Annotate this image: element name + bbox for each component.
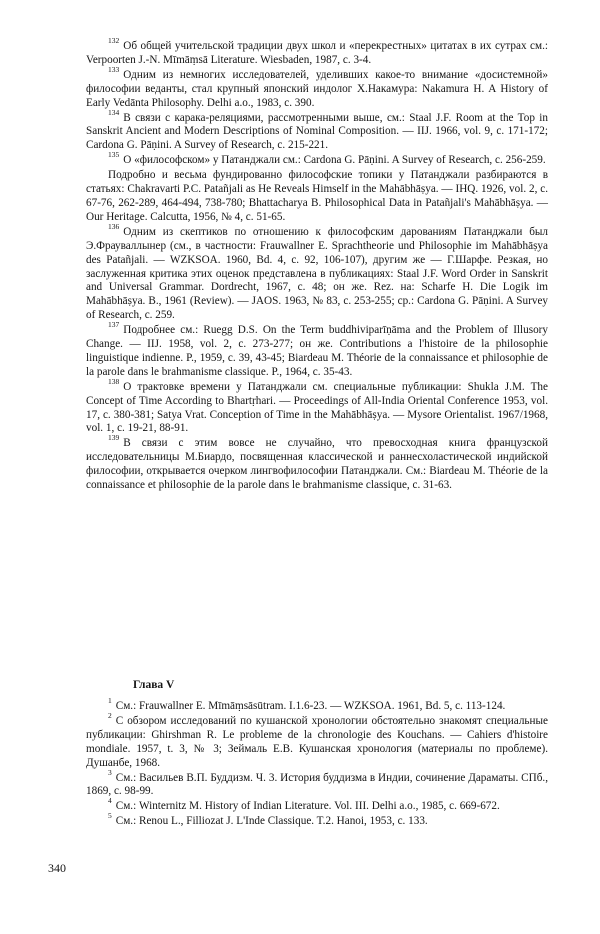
footnote-number: 135 xyxy=(108,150,120,160)
footnote-text: О «философском» у Патанджали см.: Cardona G. Pāṇini. A Survey of Research, с. 256-259. xyxy=(123,154,546,167)
chapter-notes-block xyxy=(86,696,548,829)
footnote-number: 3 xyxy=(108,767,112,777)
footnote-number: 138 xyxy=(108,376,120,386)
footnote-139 xyxy=(86,433,548,493)
footnote-134 xyxy=(86,107,548,154)
footnote-135 xyxy=(86,150,548,168)
footnote-text: Об общей учительской традиции двух школ и «перекрестных» цитатах в их сутрах см.: Verpoorten J.-N. Mīmāṃsā Literature. Wiesbaden, 1987, с. 3-4. xyxy=(86,40,548,66)
page-number: 340 xyxy=(48,861,66,875)
chapter-note-3 xyxy=(86,767,548,800)
footnote-number: 132 xyxy=(108,36,120,45)
footnote-text: Одним из скептиков по отношению к философским дарованиям Патанджали был Э.Фрауваллынер (см., в частности: Frauwallner E. Sprachtheorie und Philosophie im Mahābhāṣya des Patañjali. — WZKSOA. 1960, Bd. 4, с. 92, 106-107), другим же — Г.Шарфе. Резкая, но заслуженная критика этих оценок представлена в публикациях: Staal J.F. Word Order in Sanskrit and Universal Grammar. Dordrecht, 1967, с. 48; он же. Rez. на: Scharfe H. Die Logik im Mahābhāṣya. B., 1961 (Review). — JAOS. 1963, № 83, с. 253-255; ср.: Cardona G. Pāṇini. A Survey of Research, с. 259. xyxy=(86,225,548,322)
footnote-number: 134 xyxy=(108,107,120,117)
chapter-note-1 xyxy=(86,696,548,714)
footnote-132 xyxy=(86,36,548,68)
footnote-number: 139 xyxy=(108,433,120,443)
footnote-text: См.: Winternitz M. History of Indian Literature. Vol. III. Delhi a.o., 1985, с. 669-672. xyxy=(115,800,500,813)
footnote-135-continuation xyxy=(86,169,548,225)
footnote-text: В связи с этим вовсе не случайно, что превосходная книга французской исследовательницы М.Биардо, посвященная классической и раннесхоластической индийской философии, открывается очерком лингвофилософии Патанджали. См.: Biardeau M. Théorie de la connaissance et philosophie de la parole dans le brahmanisme classique, с. 31-63. xyxy=(86,437,548,492)
footnote-text: О трактовке времени у Патанджали см. специальные публикации: Shukla J.M. The Concept of Time According to Bhartṛhari. — Proceedings of All-India Oriental Conference 1953, vol. 17, с. 380-381; Satya Vrat. Conception of Time in the Mahābhāṣya. — Mysore Orientalist. 1967/1968, vol. 1, с. 19-21, 88-91. xyxy=(86,380,548,435)
footnote-number: 1 xyxy=(108,696,112,705)
footnote-text: В связи с карака-реляциями, рассмотренными выше, см.: Staal J.F. Room at the Top in Sanskrit Ancient and Modern Descriptions of Nominal Composition. — IIJ. 1966, vol. 9, с. 171-172; Cardona G. Pāṇini. A Survey of Research, с. 215-221. xyxy=(86,111,548,152)
footnote-text: С обзором исследований по кушанской хронологии обстоятельно знакомят специальные публикации: Ghirshman R. Le probleme de la chronologie des Kouchans. — Cahiers d'histoire mondiale. 1957, t. 3, № 3; Зеймаль Е.В. Кушанская хронология (материалы по проблеме). Душанбе, 1968. xyxy=(86,714,548,769)
chapter-title: Глава V xyxy=(133,679,175,691)
chapter-note-5 xyxy=(86,811,548,829)
footnote-text: См.: Renou L., Filliozat J. L'Inde Classique. T.2. Hanoi, 1953, с. 133. xyxy=(115,815,428,828)
footnote-137 xyxy=(86,320,548,380)
footnote-number: 2 xyxy=(108,710,112,720)
footnote-text: См.: Васильев В.П. Буддизм. Ч. 3. История буддизма в Индии, сочинение Дараматы. СПб., 1869, с. 98-99. xyxy=(86,771,548,798)
chapter-note-4 xyxy=(86,796,548,814)
chapter-note-2 xyxy=(86,710,548,771)
footnote-number: 137 xyxy=(108,320,120,330)
footnote-text: Подробнее см.: Ruegg D.S. On the Term buddhiviparīṇāma and the Problem of Illusory Change. — IIJ. 1958, vol. 2, с. 273-277; он же. Contributions a l'histoire de la philosophie linguistique indienne. P., 1959, с. 39, 43-45; Biardeau M. Théorie de la connaissance et philosophie de la parole dans le brahmanisme classique. P., 1964, с. 35-43. xyxy=(86,324,548,378)
footnotes-block xyxy=(86,36,548,493)
footnote-number: 136 xyxy=(108,221,120,231)
footnote-text: Одним из немногих исследователей, уделивших какое-то внимание «досистемной» философии веданты, стал крупный японский индолог Х.Накамура: Nakamura H. A History of Early Vedānta Philosophy. Delhi a.o., 1983, с. 390. xyxy=(86,68,548,109)
footnote-136 xyxy=(86,221,548,323)
footnote-133 xyxy=(86,64,548,111)
footnote-number: 5 xyxy=(108,811,112,821)
footnote-number: 4 xyxy=(108,796,112,806)
footnote-number: 133 xyxy=(108,64,120,74)
footnote-text: Подробно и весьма фундированно философские топики у Патанджали разбираются в статьях: Chakravarti P.C. Patañjali as He Reveals Himself in the Mahābhāṣya. — IHQ. 1926, vol. 2, с. 67-76, 262-289, 464-494, 738-780; Bhattacharya B. Philosophical Data in Patañjali's Mahābhāṣya. — Our Heritage. Calcutta, 1956, № 4, с. 51-65. xyxy=(86,169,548,223)
footnote-text: См.: Frauwallner E. Mīmāṃsāsūtram. I.1.6-23. — WZKSOA. 1961, Bd. 5, с. 113-124. xyxy=(115,700,506,712)
footnote-138 xyxy=(86,376,548,437)
